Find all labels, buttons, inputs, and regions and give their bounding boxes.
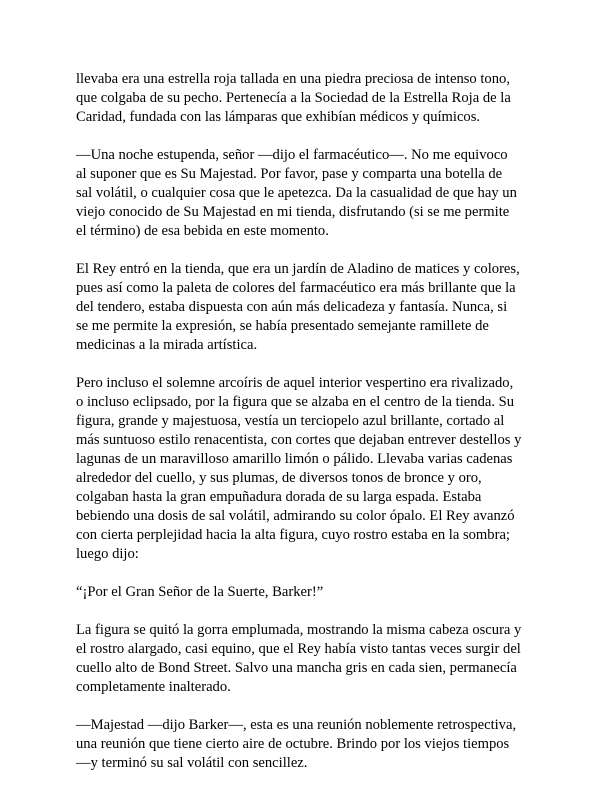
paragraph-7: —Majestad —dijo Barker—, esta es una reunión noblemente retrospectiva, una reunión que tiene cierto aire de octubre. Brindo por los viejos tiempos —y terminó su sal volátil con sencillez. — [76, 717, 517, 771]
paragraph-1: llevaba era una estrella roja tallada en una piedra preciosa de intenso tono, que colgaba de su pecho. Pertenecía a la Sociedad de la Estrella Roja de la Caridad, fundada con las lámparas que exhibían médicos y químicos. — [76, 71, 511, 125]
paragraph-4: Pero incluso el solemne arcoíris de aquel interior vespertino era rivalizado, o incluso eclipsado, por la figura que se alzaba en el centro de la tienda. Su figura, grande y majestuosa, vestía un terciopelo azul brillante, cortado al más suntuoso estilo renacentista, con cortes que dejaban entrever destellos y lagunas de un maravilloso amarillo limón o pálido. Llevaba varias cadenas alrededor del cuello, y sus plumas, de diversos tonos de bronce y oro, colgaban hasta la gran empuñadura dorada de su larga espada. Estaba bebiendo una dosis de sal volátil, admirando su color ópalo. El Rey avanzó con cierta perplejidad hacia la alta figura, cuyo rostro estaba en la sombra; luego dijo: — [76, 375, 522, 562]
paragraph-5: “¡Por el Gran Señor de la Suerte, Barker!” — [76, 584, 324, 600]
paragraph-2: —Una noche estupenda, señor —dijo el farmacéutico—. No me equivoco al suponer que es Su Majestad. Por favor, pase y comparta una botella de sal volátil, o cualquier cosa que le apetezca. Da la casualidad de que hay un viejo conocido de Su Majestad en mi tienda, disfrutando (si se me permite el término) de esa bebida en este momento. — [76, 147, 517, 239]
paragraph-6: La figura se quitó la gorra emplumada, mostrando la misma cabeza oscura y el rostro alargado, casi equino, que el Rey había visto tantas veces surgir del cuello alto de Bond Street. Salvo una mancha gris en cada sien, permanecía completamente inalterado. — [76, 622, 522, 695]
body-text — [76, 70, 536, 792]
paragraph-3: El Rey entró en la tienda, que era un jardín de Aladino de matices y colores, pues así como la paleta de colores del farmacéutico era más brillante que la del tendero, estaba dispuesta con aún más delicadeza y fantasía. Nunca, si se me permite la expresión, se había presentado semejante ramillete de medicinas a la mirada artística. — [76, 261, 520, 353]
